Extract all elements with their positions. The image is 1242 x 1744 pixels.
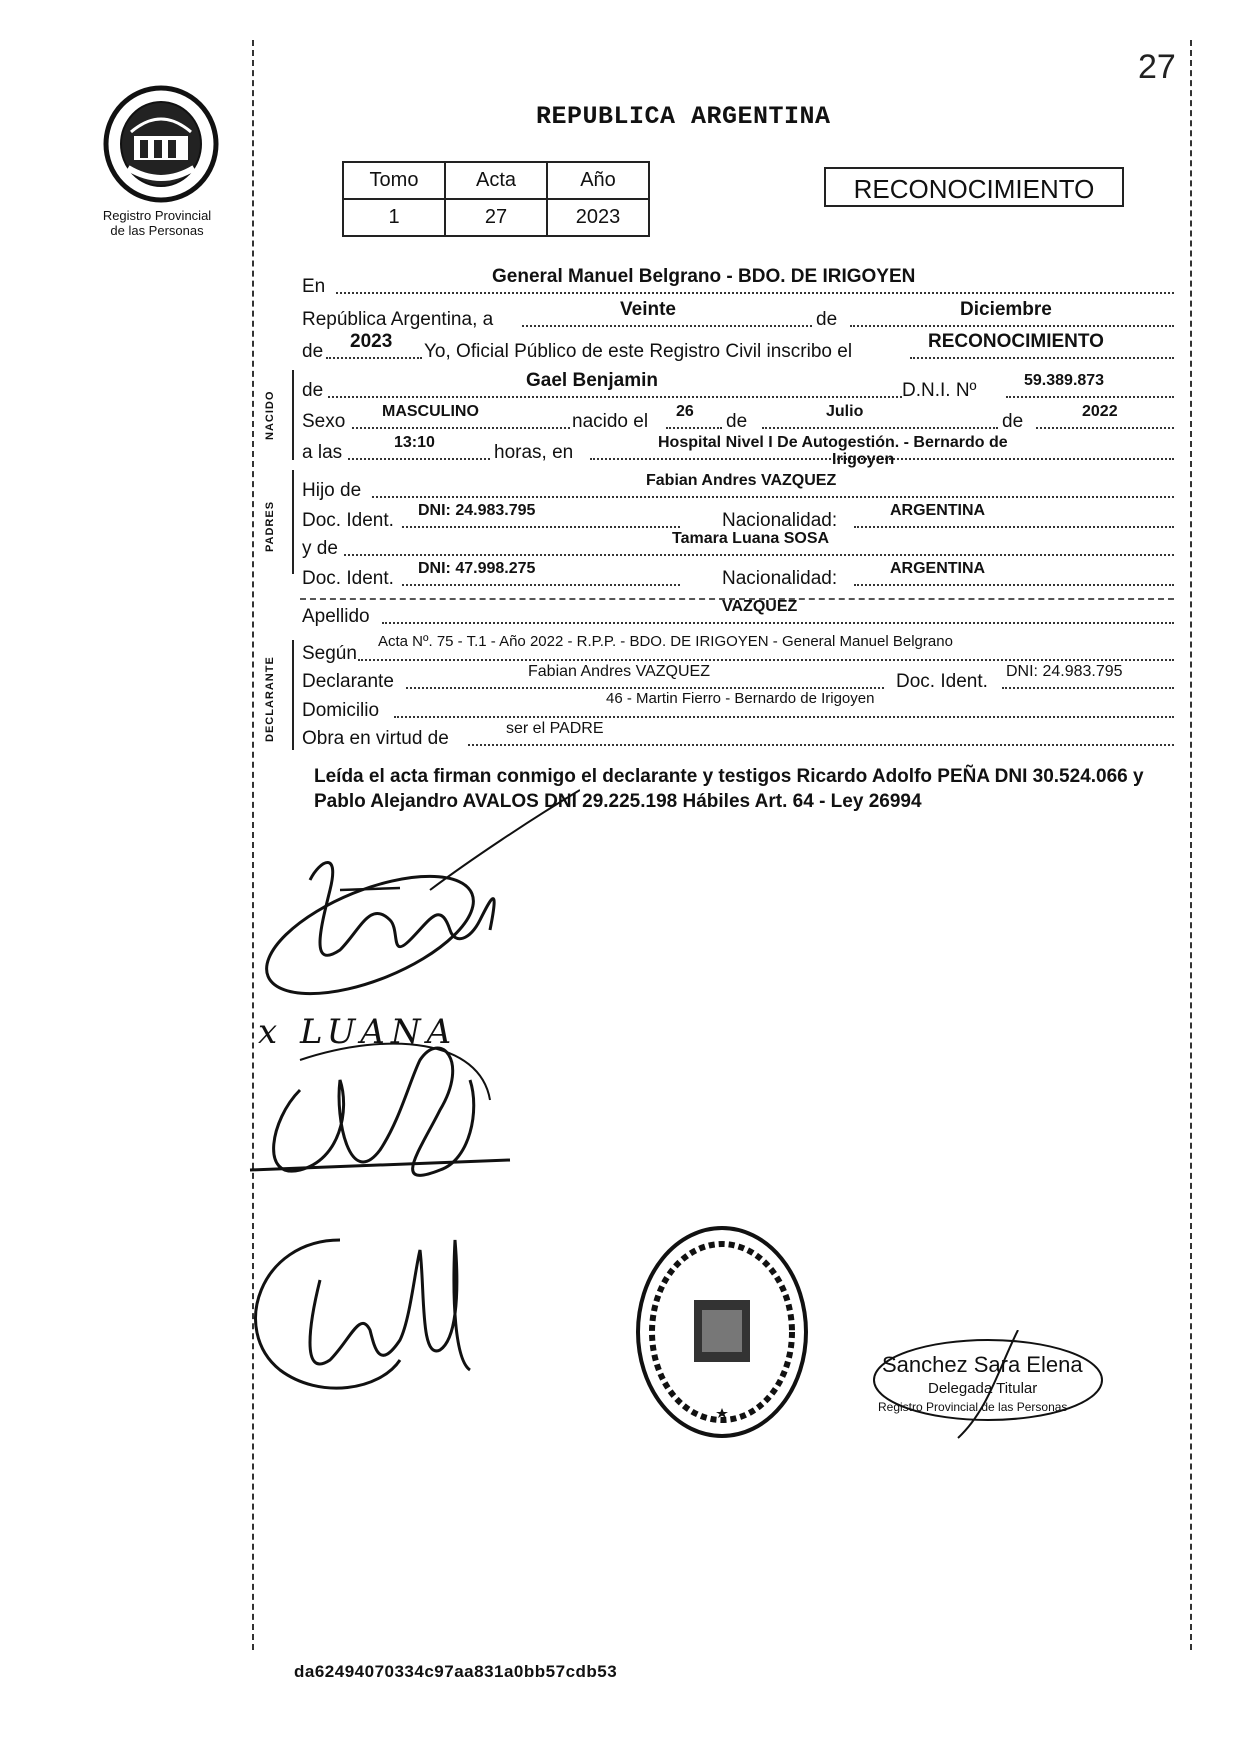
sexo-label: Sexo	[302, 411, 346, 432]
tomo-value: 1	[343, 199, 445, 236]
country-title: REPUBLICA ARGENTINA	[536, 102, 831, 131]
side-label-padres: PADRES	[264, 500, 276, 552]
row-nombre	[302, 370, 1174, 402]
row-hora	[302, 434, 1174, 468]
mes-inscripcion: Diciembre	[960, 299, 1052, 320]
nombre-label: de	[302, 380, 324, 401]
nacimiento-dia: 26	[676, 403, 694, 420]
nacimiento-mes: Julio	[826, 403, 864, 420]
closing-statement: Leída el acta firman conmigo el declarante y testigos Ricardo Adolfo PEÑA DNI 30.524.066 y Pablo Alejandro AVALOS DNI 29.225.198 Hábiles Art. 64 - Ley 26994	[314, 766, 1144, 812]
right-margin-line	[1190, 40, 1192, 1650]
declarante-label: Declarante	[302, 671, 394, 692]
madre-label: y de	[302, 538, 338, 559]
padre-label: Hijo de	[302, 480, 362, 501]
padres-bracket	[292, 470, 294, 574]
anio-label: de	[302, 341, 324, 362]
domicilio-label: Domicilio	[302, 700, 380, 721]
doc-padre-value: DNI: 24.983.795	[418, 502, 536, 519]
padre-value: Fabian Andres VAZQUEZ	[646, 472, 837, 489]
index-table	[342, 161, 650, 237]
nac-padre-value: ARGENTINA	[890, 502, 986, 519]
nac-madre-label: Nacionalidad:	[722, 568, 838, 589]
lugar-nacimiento-cont: Irigoyen	[832, 451, 895, 468]
hora-value: 13:10	[394, 434, 435, 451]
en-label: En	[302, 276, 326, 297]
side-label-declarante: DECLARANTE	[264, 656, 276, 742]
stamp-office: Registro Provincial de las Personas	[878, 1400, 1068, 1414]
domicilio-value: 46 - Martin Fierro - Bernardo de Irigoyen	[606, 690, 875, 707]
registry-logo	[96, 84, 226, 204]
nacido-de2-label: de	[1002, 411, 1024, 432]
signature-declarante	[250, 780, 580, 1000]
signature-oficial	[240, 1220, 500, 1400]
header-anio: Año	[547, 162, 649, 199]
document-hash: da62494070334c97aa831a0bb57cdb53	[294, 1662, 618, 1681]
republica-de-label: de	[816, 309, 838, 330]
nacido-de-label: de	[726, 411, 748, 432]
acta-value: 27	[445, 199, 547, 236]
stamp-role: Delegada Titular	[928, 1380, 1038, 1397]
doc-madre-label: Doc. Ident.	[302, 568, 394, 589]
dia-inscripcion: Veinte	[620, 299, 676, 320]
header-acta: Acta	[445, 162, 547, 199]
signature-madre	[240, 1020, 520, 1220]
declarante-doc-label: Doc. Ident.	[896, 671, 988, 692]
lugar-nacimiento: Hospital Nivel I De Autogestión. - Bernardo de	[658, 434, 1008, 451]
nacido-label: nacido el	[572, 411, 649, 432]
declarante-bracket	[292, 640, 294, 750]
row-en	[302, 266, 1174, 298]
handwritten-luana: x LUANA	[258, 1012, 458, 1052]
row-domicilio	[302, 690, 1174, 722]
declarante-value: Fabian Andres VAZQUEZ	[528, 663, 710, 680]
header-tomo: Tomo	[343, 162, 445, 199]
row-apellido	[302, 600, 1174, 628]
row-obra	[302, 722, 1174, 750]
row-padre	[302, 474, 1174, 502]
doc-padre-label: Doc. Ident.	[302, 510, 394, 531]
nac-padre-label: Nacionalidad:	[722, 510, 838, 531]
nombre-value: Gael Benjamin	[526, 370, 658, 391]
inscribe-tipo: RECONOCIMIENTO	[928, 331, 1104, 352]
row-sexo	[302, 405, 1174, 433]
doc-madre-value: DNI: 47.998.275	[418, 560, 536, 577]
registry-caption: Registro Provincial de las Personas	[102, 208, 212, 238]
republica-label: República Argentina, a	[302, 309, 494, 330]
dni-value: 59.389.873	[1024, 372, 1105, 389]
page-number: 27	[1138, 48, 1176, 86]
side-label-nacido: NACIDO	[264, 390, 276, 440]
anio-inscripcion: 2023	[350, 331, 393, 352]
anio-value: 2023	[547, 199, 649, 236]
row-doc-madre	[302, 562, 1174, 590]
hora-label: a las	[302, 442, 343, 463]
stamp-name: Sanchez Sara Elena	[882, 1352, 1083, 1377]
row-declarante	[302, 665, 1174, 693]
horas-en-label: horas, en	[494, 442, 574, 463]
official-stamp	[868, 1330, 1108, 1440]
obra-label: Obra en virtud de	[302, 728, 449, 749]
segun-label: Según	[302, 643, 357, 664]
row-doc-padre	[302, 504, 1174, 532]
act-type-box: RECONOCIMIENTO	[824, 167, 1124, 207]
dni-label: D.N.I. Nº	[902, 380, 977, 401]
row-segun	[302, 633, 1174, 665]
apellido-label: Apellido	[302, 606, 370, 627]
nac-madre-value: ARGENTINA	[890, 560, 986, 577]
segun-value: Acta Nº. 75 - T.1 - Año 2022 - R.P.P. - BDO. DE IRIGOYEN - General Manuel Belgrano	[378, 633, 953, 650]
apellido-value: VAZQUEZ	[722, 598, 798, 615]
en-value: General Manuel Belgrano - BDO. DE IRIGOYEN	[492, 266, 916, 287]
sexo-value: MASCULINO	[382, 403, 479, 420]
madre-value: Tamara Luana SOSA	[672, 530, 830, 547]
row-madre	[302, 532, 1174, 560]
nacido-bracket	[292, 370, 294, 460]
obra-value: ser el PADRE	[506, 720, 604, 737]
declarante-doc-value: DNI: 24.983.795	[1006, 663, 1123, 680]
registry-seal	[632, 1222, 812, 1442]
anio-text: Yo, Oficial Público de este Registro Civil inscribo el	[424, 341, 853, 362]
row-anio	[302, 331, 1174, 363]
nacimiento-anio: 2022	[1082, 403, 1118, 420]
row-fecha	[302, 299, 1174, 331]
